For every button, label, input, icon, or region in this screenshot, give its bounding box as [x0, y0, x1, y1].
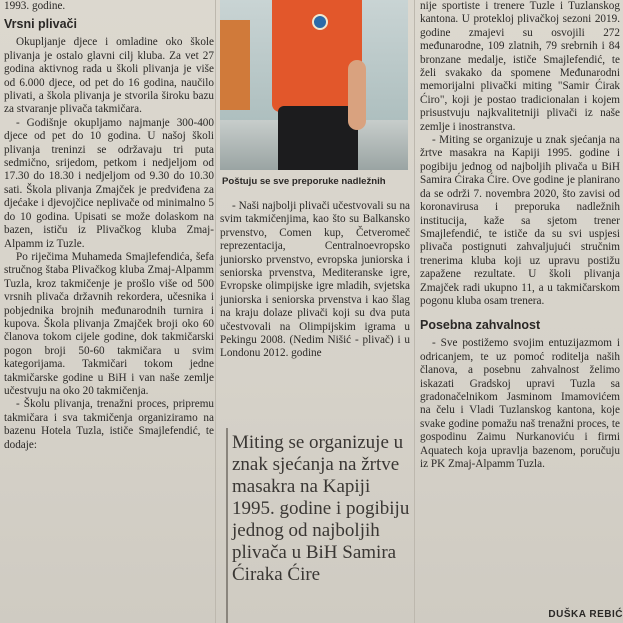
section-heading: Vrsni plivači — [4, 17, 77, 32]
top-fragment: 1993. godine. — [4, 0, 66, 12]
paragraph: - Školu plivanja, trenažni proces, pripremu takmičara i sva takmičenja organiziramo na bazenu Hotela Tuzla, ističe Smajlefendić, te dodaje: — [4, 398, 214, 451]
paragraph: nije sportiste i trenere Tuzle i Tuzlanskog kantona. U protekloj plivačkoj sezoni 2019. godine zmajevi su osvojili 272 međunarodne, 109 zlatnih, 79 srebrnih i 84 bronzane medalje, ističe Smajlefendić, te želi svakako da spomene Međunarodni memorijalni plivački miting "Samir Ćirak Ćiro", koji je postao tradicionalan i kojem prisustvuju najkvalitetniji plivači iz naše zemlje i inostranstva. — [420, 0, 620, 133]
paragraph: - Miting se organizuje u znak sjećanja na žrtve masakra na Kapiji 1995. godine i pogibiju jednog od najboljih plivača u BiH Samira Ćiraka Ćire. Ove godine je planirano da se održi 7. novembra 2020, što zavisi od koronavirusa i preporuka nadležnih institucija, kaže sa sjetom trener Smajlefendić, te ističe da su svi uspjesi plivača postignuti zahvaljujući stručnim trenerima kluba koji uz upravu postižu zapažene rezultate. U školi plivanja Zmajček radi ukupno 11, a u takmičarskom pogonu kluba osam trenera. — [420, 134, 620, 307]
author-byline: DUŠKA REBIĆ — [548, 609, 623, 620]
paragraph: Okupljanje djece i omladine oko škole plivanja je ostalo glavni cilj kluba. Za vet 27 godina aktivnog rada u školi plivanja je više od 6.000 djece, od pet do 16 godina, naučilo plivati, a škola plivanja je stvorila široku bazu za stvaranje plivača takmičara. — [4, 36, 214, 116]
column-divider — [414, 0, 415, 623]
arm — [348, 60, 366, 130]
article-column-1 — [4, 0, 214, 452]
bag — [220, 20, 250, 110]
pullquote-rule — [226, 428, 228, 623]
pullquote: Miting se organizuje u znak sjećanja na žrtve masakra na Kapiji 1995. godine i pogibiju jednog od najboljih plivača u BiH Samira Ćiraka Ćire — [232, 432, 410, 585]
column-divider — [215, 0, 216, 623]
article-column-3 — [420, 0, 620, 471]
club-badge-icon — [312, 14, 328, 30]
paragraph: - Sve postižemo svojim entuzijazmom i odricanjem, te uz pomoć roditelja naših članova, a posebnu zahvalnost želimo iskazati Gradskoj upravi Tuzla sa gradonačelnikom Jasminom Imamovićem na čelu i Vladi Tuzlanskog kantona, koje svake godine pomažu naš trenažni proces, te gospodinu Zaimu Nurkanoviću i firmi Aquatech koja upravlja bazenom, poručuju iz PK Zmaj-Alpamm Tuzla. — [420, 337, 620, 470]
photo-caption: Poštuju se sve preporuke nadležnih — [222, 176, 386, 187]
paragraph: - Naši najbolji plivači učestvovali su na svim takmičenjima, kao što su Balkansko prvenstvo, Comen kup, Četveromeč reprezentacija, Centralnoevropsko juniorsko prvenstvo, evropska juniorska i seniorska prvenstva, Mediteranske igre, Evropske olimpijske igre mladih, svjetska juniorska i seniorska prvenstva i kao šlag na kraju dolaze plivači koji su dva puta učestvovali na Olimpijskim igrama u Pekingu 2008. (Nedim Nišić - plivač) i u Londonu 2012. godine — [220, 200, 410, 360]
paragraph: - Godišnje okupljamo najmanje 300-400 djece od pet do 10 godina. U našoj školi plivanja treninzi se održavaju tri puta sedmično, srijedom, petkom i nedjeljom od 17.30 do 18.30 i nedjeljom od 9.30 do 10.30 sati. Škola plivanja Zmajček je predviđena za djećake i djevojčice neplivače od minimalno 5 do 10 godina. Upisati se može dolaskom na bazen, ističu iz Plivačkog kluba Zmaj-Alpamm iz Tuzle. — [4, 116, 214, 250]
swimmer-photo — [220, 0, 408, 170]
black-shorts — [278, 106, 358, 170]
paragraph: Po riječima Muhameda Smajlefendića, šefa stručnog štaba Plivačkog kluba Zmaj-Alpamm Tuzla, kroz takmičenje je prošlo više od 500 vrsnih plivača državnih rekordera, učesnika i pobjednika brojnih međunarodnih turnira i kupova. Škola plivanja Zmajček broji oko 60 članova tokom cijele godine, dok takmičarski pogon broji 50-60 takmičara u svim kategorijama. Takmičari tokom jedne takmičarske godine u BiH i van naše zemlje učestvuju na oko 20 takmičenja. — [4, 250, 214, 397]
article-column-2 — [220, 200, 410, 361]
section-heading: Posebna zahvalnost — [420, 318, 541, 333]
